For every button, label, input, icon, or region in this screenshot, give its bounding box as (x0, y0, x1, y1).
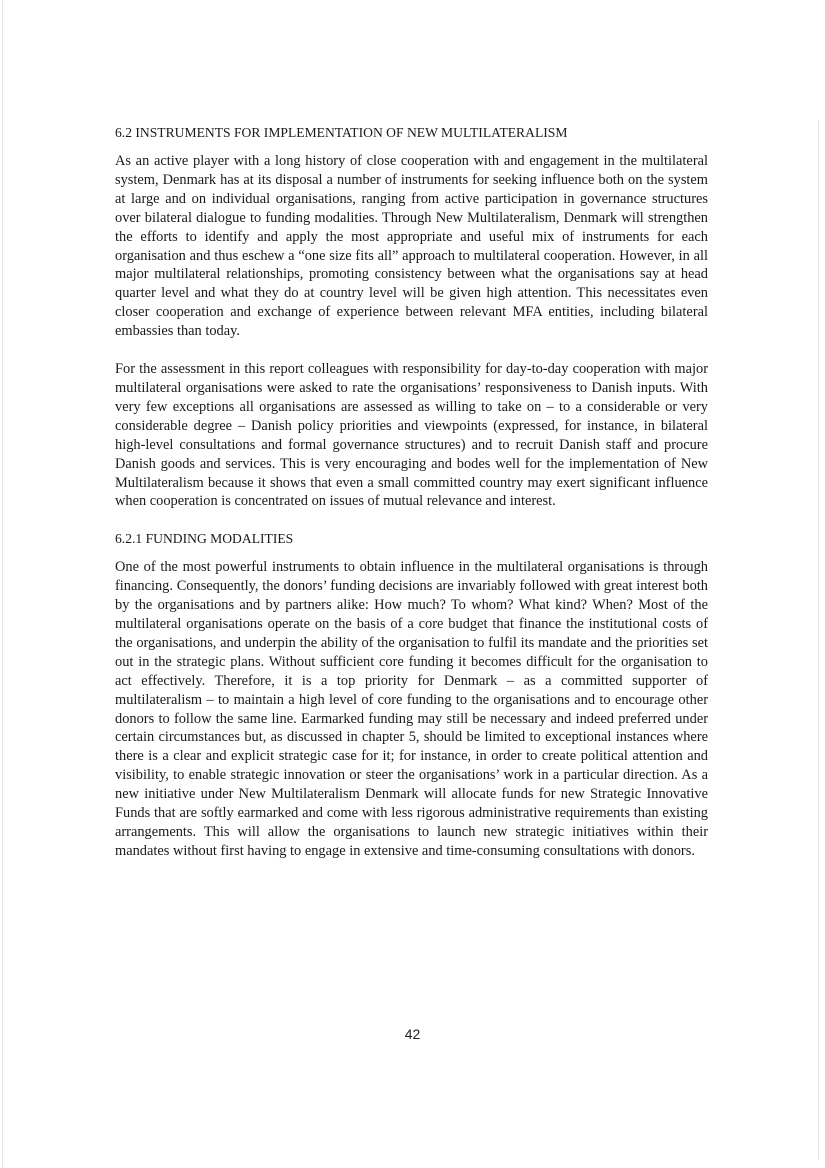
section-paragraph-1: As an active player with a long history of close cooperation with and engagement in the multilateral system, Denmark has at its disposal a number of instruments for seeking influence both on the system at large and on individual organisations, ranging from active participation in governance structures over bilateral dialogue to funding modalities. Through New Multilateralism, Denmark will strengthen the efforts to identify and apply the most appropriate and useful mix of instruments for each organisation and thus eschew a “one size fits all” approach to multilateral cooperation. However, in all major multilateral relationships, promoting consistency between what the organisations say at head quarter level and what they do at country level will be given high attention. This necessitates even closer cooperation and exchange of experience between relevant MFA entities, including bilateral embassies than today. (115, 153, 708, 340)
section-heading: 6.2 INSTRUMENTS FOR IMPLEMENTATION OF NEW MULTILATERALISM (115, 125, 568, 140)
subsection-paragraph-1: One of the most powerful instruments to obtain influence in the multilateral organisations is through financing. Consequently, the donors’ funding decisions are invariably followed with great interest both by the organisations and by partners alike: How much? To whom? What kind? When? Most of the multilateral organisations operate on the basis of a core budget that finance the institutional costs of the organisations, and underpin the ability of the organisation to fulfil its mandate and the priorities set out in the strategic plans. Without sufficient core funding it becomes difficult for the organisation to act effectively. Therefore, it is a top priority for Denmark – as a committed supporter of multilateralism – to maintain a high level of core funding to the organisations and to encourage other donors to follow the same line. Earmarked funding may still be necessary and indeed preferred under certain circumstances but, as discussed in chapter 5, should be limited to exceptional instances where there is a clear and explicit strategic case for it; for instance, in order to create political attention and visibility, to enable strategic innovation or steer the organisations’ work in a particular direction. As a new initiative under New Multilateralism Denmark will allocate funds for new Strategic Innovative Funds that are softly earmarked and come with less rigorous administrative requirements than existing arrangements. This will allow the organisations to launch new strategic initiatives within their mandates without first having to engage in extensive and time-consuming consultations with donors. (115, 559, 708, 859)
page-number: 42 (404, 1026, 421, 1042)
scan-edge-left (2, 0, 3, 1168)
document-page (115, 124, 708, 880)
subsection-heading: 6.2.1 FUNDING MODALITIES (115, 531, 294, 547)
section-paragraph-2: For the assessment in this report colleagues with responsibility for day-to-day cooperation with major multilateral organisations were asked to rate the organisations’ responsiveness to Danish inputs. With very few exceptions all organisations are assessed as willing to take on – to a considerable or very considerable degree – Danish policy priorities and viewpoints (expressed, for instance, in bilateral high-level consultations and formal governance structures) and to recruit Danish staff and procure Danish goods and services. This is very encouraging and bodes well for the implementation of New Multilateralism because it shows that even a small committed country may exert significant influence when cooperation is concentrated on issues of mutual relevance and interest. (115, 361, 708, 510)
scan-edge-right (818, 120, 819, 1160)
